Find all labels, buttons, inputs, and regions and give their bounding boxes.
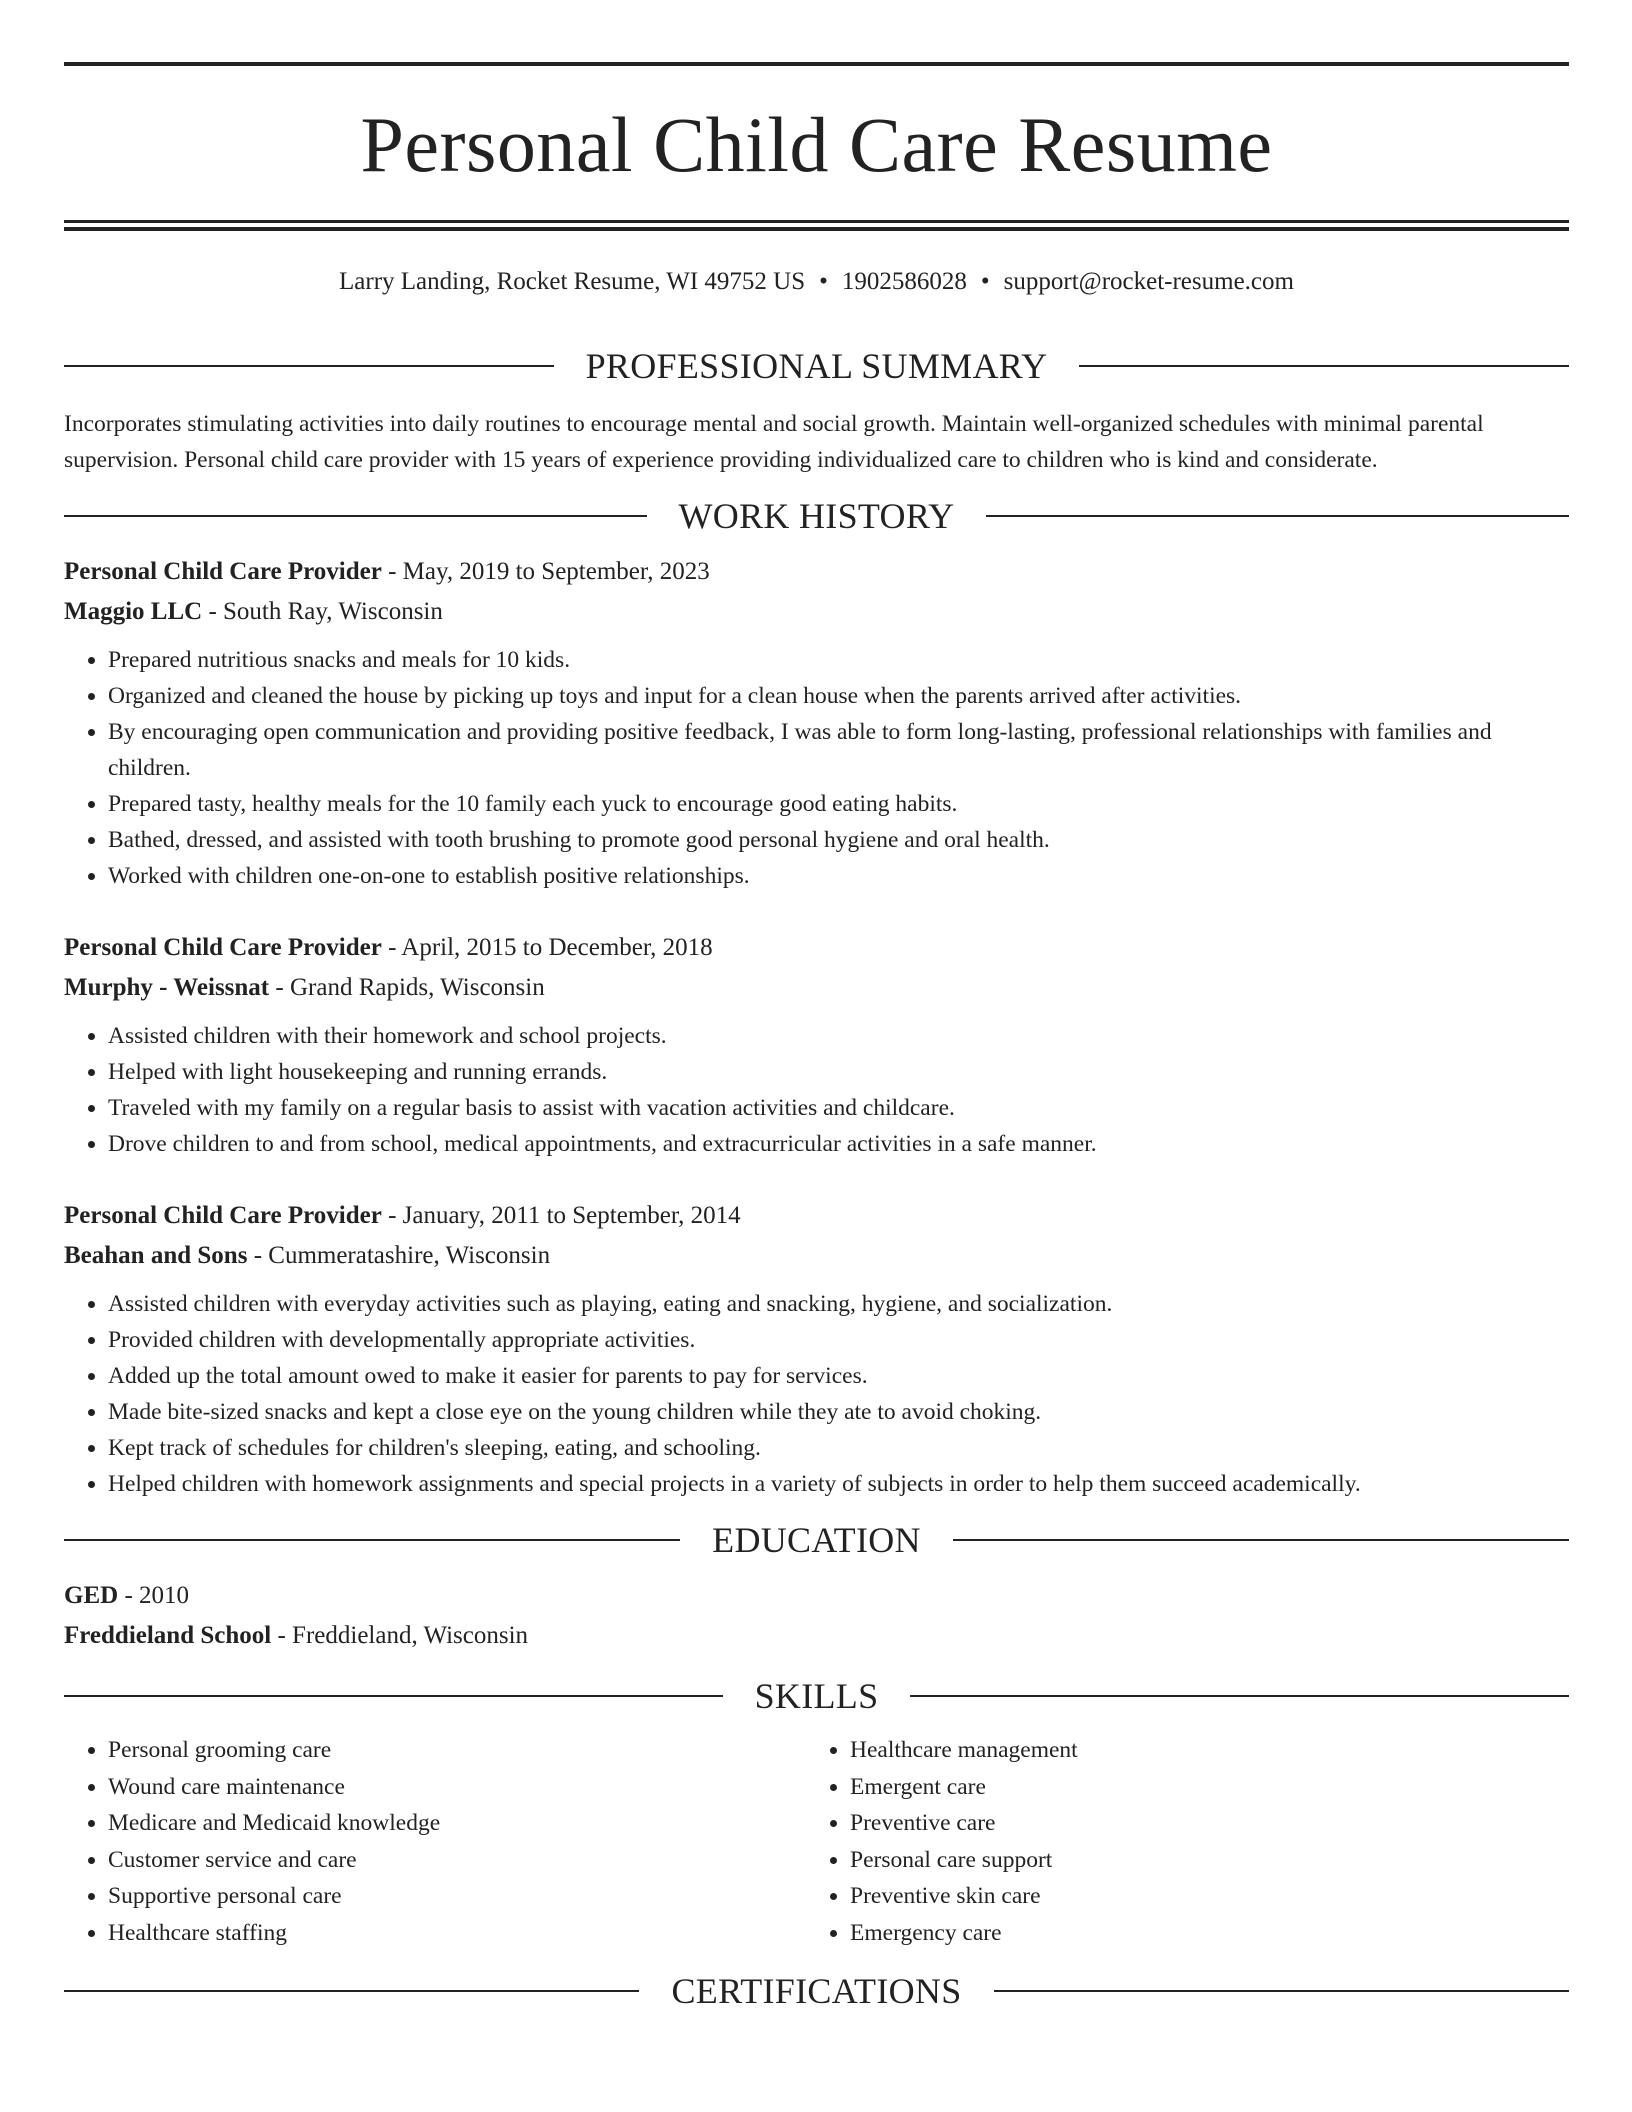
skill-item: • Wound care maintenance xyxy=(108,1769,806,1806)
skills-grid xyxy=(64,1732,1569,1951)
job-bullet: • Helped with light housekeeping and running errands. xyxy=(108,1054,1569,1090)
job-bullet: • Kept track of schedules for children's sleeping, eating, and schooling. xyxy=(108,1430,1569,1466)
section-header-education xyxy=(64,1522,1569,1558)
skills-column-right xyxy=(806,1732,1548,1951)
contact-phone: 1902586028 xyxy=(841,268,967,295)
section-title-education: EDUCATION xyxy=(712,1520,921,1560)
section-rule xyxy=(986,515,1569,517)
job-company: Beahan and Sons xyxy=(64,1242,248,1269)
title-rule-top xyxy=(64,62,1569,66)
section-rule xyxy=(64,1539,680,1541)
job-bullet: • Assisted children with everyday activities such as playing, eating and snacking, hygiene, and socialization. xyxy=(108,1286,1569,1322)
job-dates: - January, 2011 to September, 2014 xyxy=(381,1202,741,1229)
job-company-line xyxy=(64,592,1569,632)
contact-separator: • xyxy=(819,268,828,295)
job-bullet: • Provided children with developmentally appropriate activities. xyxy=(108,1322,1569,1358)
skill-item: • Healthcare staffing xyxy=(108,1915,806,1952)
education-degree: GED xyxy=(64,1582,119,1609)
contact-address: Larry Landing, Rocket Resume, WI 49752 US xyxy=(339,268,806,295)
work-history-list xyxy=(64,552,1569,1502)
job-bullet: • Prepared nutritious snacks and meals for 10 kids. xyxy=(108,642,1569,678)
job-bullet: • Made bite-sized snacks and kept a close eye on the young children while they ate to avoid choking. xyxy=(108,1394,1569,1430)
section-header-skills xyxy=(64,1678,1569,1714)
job-bullet-list xyxy=(64,1018,1569,1162)
skill-item: • Preventive care xyxy=(850,1805,1548,1842)
job-entry xyxy=(64,1196,1569,1502)
job-location: - Cummeratashire, Wisconsin xyxy=(247,1242,551,1269)
job-bullet: • Prepared tasty, healthy meals for the 10 family each yuck to encourage good eating habits. xyxy=(108,786,1569,822)
section-header-certifications xyxy=(64,1973,1569,2009)
job-company: Murphy - Weissnat xyxy=(64,974,270,1001)
contact-separator: • xyxy=(980,268,990,295)
contact-line xyxy=(64,269,1569,294)
education-degree-line xyxy=(64,1576,1569,1616)
education-school: Freddieland School xyxy=(64,1622,272,1649)
job-bullet: • Traveled with my family on a regular basis to assist with vacation activities and childcare. xyxy=(108,1090,1569,1126)
skills-list-left xyxy=(64,1732,806,1951)
job-bullet: • By encouraging open communication and providing positive feedback, I was able to form long-lasting, professional relationships with families and children. xyxy=(108,714,1569,786)
summary-text: Incorporates stimulating activities into daily routines to encourage mental and social growth. Maintain well-organized schedules with minimal parental supervision. Personal child care provider with 15 years of experience providing individualized care to children who is kind and considerate. xyxy=(64,411,1484,473)
section-title-skills: SKILLS xyxy=(754,1676,879,1716)
education-school-line xyxy=(64,1616,1569,1656)
job-bullet: • Organized and cleaned the house by picking up toys and input for a clean house when the parents arrived after activities. xyxy=(108,678,1569,714)
resume-title: Personal Child Care Resume xyxy=(360,101,1273,188)
section-rule xyxy=(910,1695,1569,1697)
skill-item: • Personal grooming care xyxy=(108,1732,806,1769)
job-bullet: • Bathed, dressed, and assisted with tooth brushing to promote good personal hygiene and oral health. xyxy=(108,822,1569,858)
job-bullet: • Helped children with homework assignments and special projects in a variety of subjects in order to help them succeed academically. xyxy=(108,1466,1569,1502)
section-title-work: WORK HISTORY xyxy=(678,496,955,536)
job-title: Personal Child Care Provider xyxy=(64,934,382,961)
section-rule xyxy=(64,365,554,367)
job-dates: - April, 2015 to December, 2018 xyxy=(381,934,713,961)
job-bullet: • Drove children to and from school, medical appointments, and extracurricular activities in a safe manner. xyxy=(108,1126,1569,1162)
skill-item: • Preventive skin care xyxy=(850,1878,1548,1915)
education-location: - Freddieland, Wisconsin xyxy=(271,1622,529,1649)
resume-page xyxy=(64,62,1569,2009)
skill-item: • Supportive personal care xyxy=(108,1878,806,1915)
skill-item: • Healthcare management xyxy=(850,1732,1548,1769)
education-entry xyxy=(64,1576,1569,1656)
job-title-line xyxy=(64,552,1569,592)
job-bullet: • Added up the total amount owed to make it easier for parents to pay for services. xyxy=(108,1358,1569,1394)
job-title: Personal Child Care Provider xyxy=(64,558,382,585)
skill-item: • Emergency care xyxy=(850,1915,1548,1952)
job-bullet: • Assisted children with their homework and school projects. xyxy=(108,1018,1569,1054)
section-rule xyxy=(953,1539,1569,1541)
job-company: Maggio LLC xyxy=(64,598,203,625)
section-rule xyxy=(64,515,647,517)
job-entry xyxy=(64,928,1569,1162)
title-rule-double xyxy=(64,220,1569,231)
job-title-line xyxy=(64,1196,1569,1236)
skills-list-right xyxy=(806,1732,1548,1951)
section-rule xyxy=(1079,365,1569,367)
section-header-summary xyxy=(64,348,1569,384)
skills-column-left xyxy=(64,1732,806,1951)
contact-email: support@rocket-resume.com xyxy=(1003,268,1294,295)
section-rule xyxy=(64,1990,639,1992)
job-bullet-list xyxy=(64,642,1569,894)
job-bullet-list xyxy=(64,1286,1569,1502)
job-title: Personal Child Care Provider xyxy=(64,1202,382,1229)
skill-item: • Personal care support xyxy=(850,1842,1548,1879)
skill-item: • Emergent care xyxy=(850,1769,1548,1806)
job-entry xyxy=(64,552,1569,894)
job-dates: - May, 2019 to September, 2023 xyxy=(381,558,710,585)
section-rule xyxy=(994,1990,1569,1992)
education-year: - 2010 xyxy=(118,1582,190,1609)
skill-item: • Customer service and care xyxy=(108,1842,806,1879)
section-title-summary: PROFESSIONAL SUMMARY xyxy=(585,346,1048,386)
job-title-line xyxy=(64,928,1569,968)
section-rule xyxy=(64,1695,723,1697)
skill-item: • Medicare and Medicaid knowledge xyxy=(108,1805,806,1842)
job-bullet: • Worked with children one-on-one to establish positive relationships. xyxy=(108,858,1569,894)
job-company-line xyxy=(64,1236,1569,1276)
job-location: - Grand Rapids, Wisconsin xyxy=(269,974,545,1001)
section-title-certifications: CERTIFICATIONS xyxy=(671,1971,962,2011)
job-location: - South Ray, Wisconsin xyxy=(202,598,443,625)
section-header-work xyxy=(64,498,1569,534)
job-company-line xyxy=(64,968,1569,1008)
